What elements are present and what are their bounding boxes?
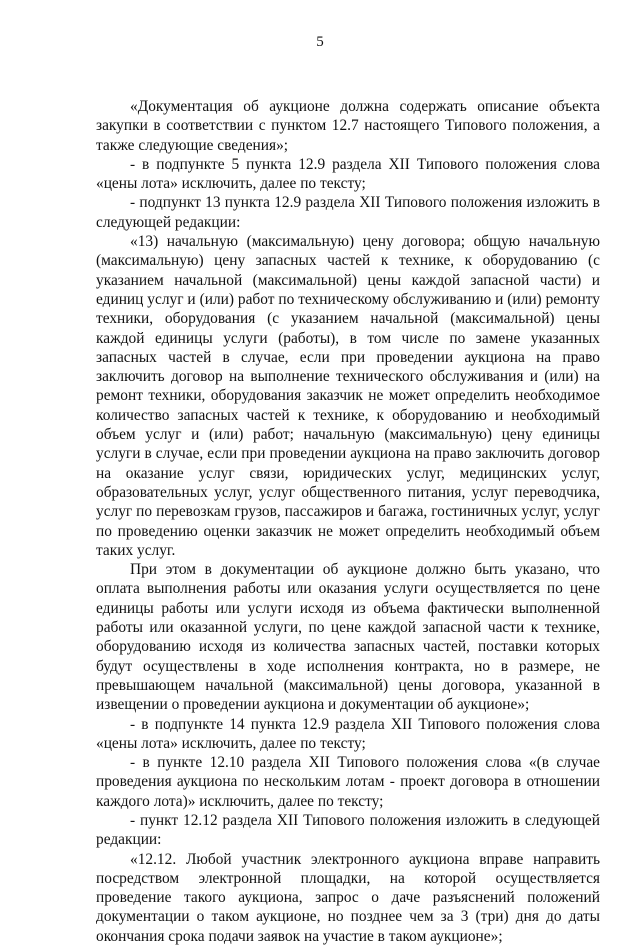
paragraph-clause-12-12-intro: - пункт 12.12 раздела XII Типового положения изложить в следующей редакции: <box>96 811 600 849</box>
paragraph-subclause-13-intro: - подпункт 13 пункта 12.9 раздела XII Типового положения изложить в следующей редакции: <box>96 194 600 231</box>
document-body <box>96 97 600 946</box>
paragraph-clause-12-12-text: «12.12. Любой участник электронного аукциона вправе направить посредством электронной площадки, на которой осуществляется проведение такого аукциона, запрос о даче разъяснений положений документации о таком аукционе, но позднее чем за 3 (три) дня до даты окончания срока подачи заявок на участие в таком аукционе»; <box>96 850 600 945</box>
paragraph-clause-12-10: - в пункте 12.10 раздела XII Типового положения слова «(в случае проведения аукциона по нескольким лотам - проект договора в отношении каждого лота)» исключить, далее по тексту; <box>96 754 600 810</box>
page-number: 5 <box>316 34 324 50</box>
paragraph-subclause-5: - в подпункте 5 пункта 12.9 раздела XII Типового положения слова «цены лота» исключить, далее по тексту; <box>96 155 600 193</box>
paragraph-subclause-14: - в подпункте 14 пункта 12.9 раздела XII Типового положения слова «цены лота» исключить, далее по тексту; <box>96 715 600 752</box>
paragraph-payment-terms: При этом в документации об аукционе должно быть указано, что оплата выполнения работы или оказания услуги осуществляется по цене единицы работы или услуги исходя из объема фактически выполненной работы или оказанной услуги, по цене каждой запасной части к технике, оборудованию исходя из количества запасных частей, поставки которых будут осуществлены в ходе исполнения контракта, но в размере, не превышающем начальной (максимальной) цены договора, указанной в извещении о проведении аукциона и документации об аукционе»; <box>96 561 600 714</box>
paragraph-auction-documentation: «Документация об аукционе должна содержать описание объекта закупки в соответствии с пунктом 12.7 настоящего Типового положения, а также следующие сведения»; <box>96 98 600 154</box>
paragraph-subclause-13-text: «13) начальную (максимальную) цену договора; общую начальную (максимальную) цену запасных частей к технике, к оборудованию (с указанием начальной (максимальной) цены каждой запасной части) и единиц услуг и (или) работ по техническому обслуживанию и (или) ремонту техники, оборудования (с указанием начальной (максимальной) цены каждой единицы услуги (работы), в том числе по замене указанных запасных частей в случае, если при проведении аукциона на право заключить договор на выполнение технического обслуживания и (или) на ремонт техники, оборудования заказчик не может определить необходимое количество запасных частей к технике, к оборудованию и необходимый объем услуг и (или) работ; начальную (максимальную) цену единицы услуги в случае, если при проведении аукциона на право заключить договор на оказание услуг связи, юридических услуг, медицинских услуг, образовательных услуг, услуг общественного питания, услуг переводчика, услуг по перевозкам грузов, пассажиров и багажа, гостиничных услуг, услуг по проведению оценки заказчик не может определить необходимый объем таких услуг. <box>96 233 600 559</box>
